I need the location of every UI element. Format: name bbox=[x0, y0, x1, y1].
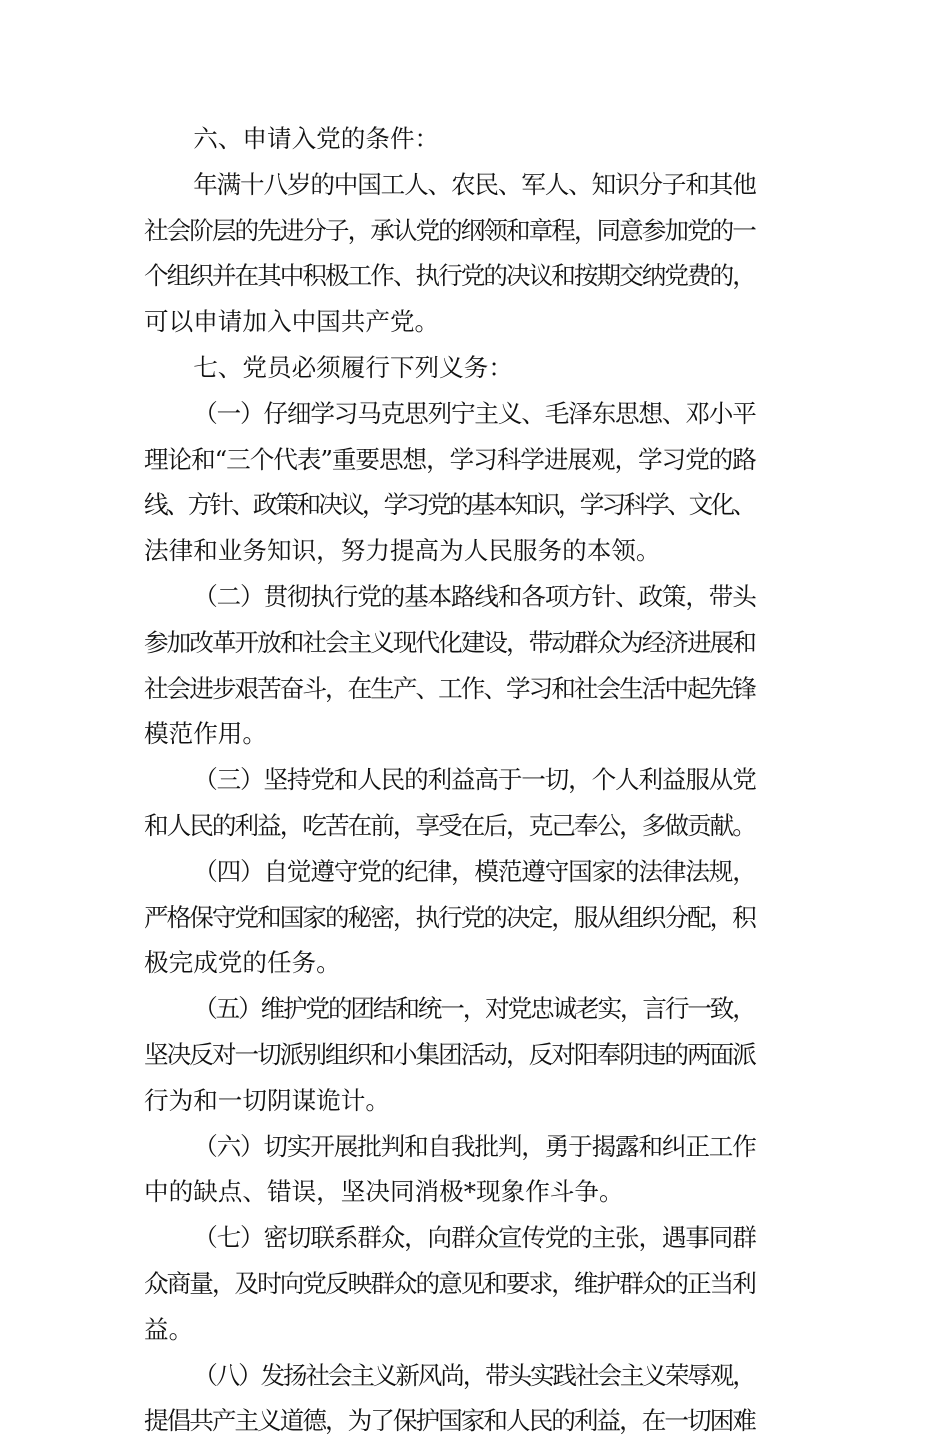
document-body bbox=[144, 116, 806, 1444]
text-line: （五）维护党的团结和统一，对党忠诚老实，言行一致， bbox=[193, 994, 755, 1024]
text-line: （四）自觉遵守党的纪律，模范遵守国家的法律法规， bbox=[193, 856, 756, 886]
text-line: 法律和业务知识，努力提高为人民服务的本领。 bbox=[144, 536, 661, 566]
text-line: 和人民的利益，吃苦在前，享受在后，克己奉公，多做贡献。 bbox=[144, 810, 755, 840]
paragraph-duty-5 bbox=[144, 986, 806, 1123]
text-line: 提倡共产主义道德，为了保护国家和人民的利益，在一切困难 bbox=[144, 1406, 755, 1436]
paragraph-duty-8 bbox=[144, 1353, 806, 1444]
paragraph-duty-6 bbox=[144, 1124, 806, 1216]
text-line: （一）仔细学习马克思列宁主义、毛泽东思想、邓小平 bbox=[193, 398, 756, 428]
text-line: 严格保守党和国家的秘密，执行党的决定，服从组织分配，积 bbox=[144, 902, 755, 932]
text-line: （七）密切联系群众，向群众宣传党的主张，遇事同群 bbox=[193, 1223, 756, 1253]
text-line: 坚决反对一切派别组织和小集团活动，反对阳奉阴违的两面派 bbox=[144, 1039, 755, 1069]
text-line: 个组织并在其中积极工作、执行党的决议和按期交纳党费的， bbox=[144, 261, 755, 291]
text-line: （二）贯彻执行党的基本路线和各项方针、政策，带头 bbox=[193, 581, 756, 611]
text-line: 年满十八岁的中国工人、农民、军人、知识分子和其他 bbox=[193, 169, 756, 199]
paragraph-duty-7 bbox=[144, 1215, 806, 1352]
text-line: 线、方针、政策和决议，学习党的基本知识，学习科学、文化、 bbox=[144, 490, 755, 520]
text-line: 七、党员必须履行下列义务： bbox=[193, 352, 513, 382]
text-line: 中的缺点、错误，坚决同消极*现象作斗争。 bbox=[144, 1177, 624, 1207]
text-line: 六、申请入党的条件： bbox=[193, 124, 440, 153]
paragraph-heading-7 bbox=[144, 345, 806, 391]
text-line: （八）发扬社会主义新风尚，带头实践社会主义荣辱观， bbox=[193, 1360, 755, 1390]
text-line: （三）坚持党和人民的利益高于一切，个人利益服从党 bbox=[193, 765, 756, 795]
paragraph-duty-4 bbox=[144, 849, 806, 986]
text-line: 理论和“三个代表”重要思想，学习科学进展观，学习党的路 bbox=[144, 444, 756, 474]
paragraph-heading-6 bbox=[144, 116, 806, 162]
paragraph-duty-3 bbox=[144, 757, 806, 849]
text-line: 极完成党的任务。 bbox=[144, 948, 341, 978]
text-line: 社会进步艰苦奋斗，在生产、工作、学习和社会生活中起先锋 bbox=[144, 673, 755, 703]
text-line: 参加改革开放和社会主义现代化建设，带动群众为经济进展和 bbox=[144, 627, 755, 657]
text-line: 益。 bbox=[144, 1314, 194, 1344]
paragraph-duty-2 bbox=[144, 574, 806, 757]
text-line: 社会阶层的先进分子，承认党的纲领和章程，同意参加党的一 bbox=[144, 215, 755, 245]
text-line: 模范作用。 bbox=[144, 719, 267, 749]
paragraph-duty-1 bbox=[144, 391, 806, 574]
text-line: 众商量，及时向党反映群众的意见和要求，维护群众的正当利 bbox=[144, 1268, 755, 1298]
text-line: 行为和一切阴谋诡计。 bbox=[144, 1085, 390, 1115]
text-line: 可以申请加入中国共产党。 bbox=[144, 307, 440, 337]
paragraph-para-conditions bbox=[144, 162, 806, 345]
text-line: （六）切实开展批判和自我批判，勇于揭露和纠正工作 bbox=[193, 1131, 756, 1161]
